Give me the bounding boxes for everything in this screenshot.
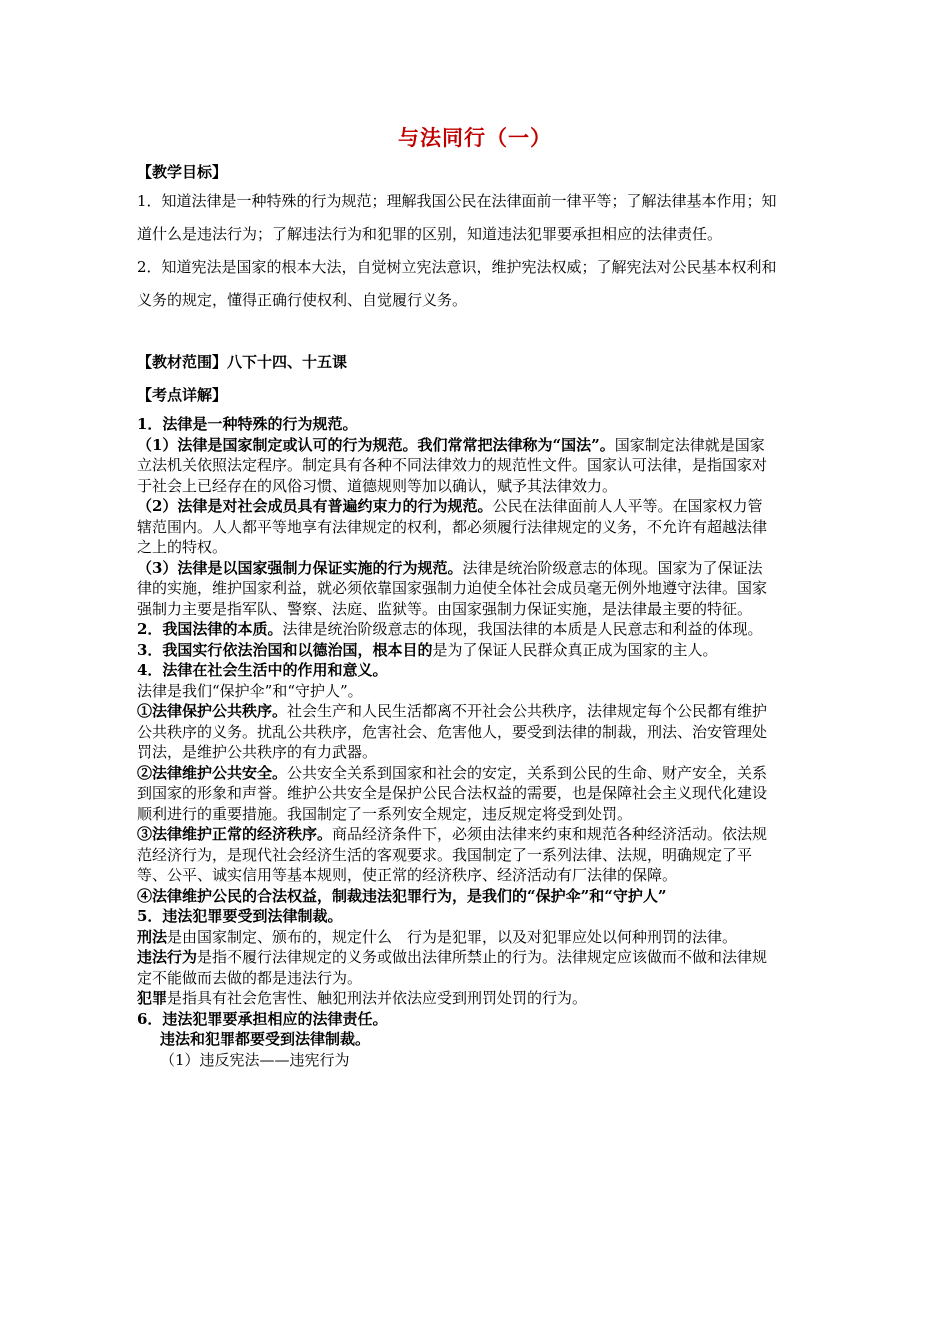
point-paragraph <box>137 947 777 988</box>
point-text: 法律是我们“保护伞”和“守护人”。 <box>137 681 363 700</box>
point-text: 商品经济条件下，必须由法律来约束和规范各种经济活动。依法规范经济行为，是现代社会经济生活的客观要求。我国制定了一系列法律、法规，明确规定了平等、公平、诚实信用等基本规则，使正常的经济秩序、经济活动有厂法律的保障。 <box>137 825 768 884</box>
point-text: 是为了保证人民群众真正成为国家的主人。 <box>432 640 718 659</box>
point-paragraph <box>137 619 777 640</box>
point-lead: 刑法 <box>137 927 168 946</box>
point-subtitle: 违法和犯罪都要受到法律制裁。 <box>160 1030 371 1048</box>
point-text: 是指具有社会危害性、触犯刑法并依法应受到刑罚处罚的行为。 <box>167 989 588 1007</box>
point-text: （1）违反宪法——违宪行为 <box>160 1050 350 1069</box>
detail-content <box>137 414 777 1070</box>
point-lead: （3）法律是以国家强制力保证实施的行为规范。 <box>137 558 463 577</box>
point-paragraph <box>137 496 777 558</box>
point-text: 是指不履行法律规定的义务或做出法律所禁止的行为。法律规定应该做而不做和法律规定不能做而去做的都是违法行为。 <box>137 948 768 987</box>
point-lead: 3．我国实行依法治国和以德治国，根本目的 <box>137 640 433 659</box>
detail-heading: 【考点详解】 <box>137 386 228 404</box>
point-lead: 违法行为 <box>137 948 198 966</box>
point-title: 1．法律是一种特殊的行为规范。 <box>137 415 358 433</box>
point-lead: ①法律保护公共秩序。 <box>137 702 288 720</box>
point-text: 法律是统治阶级意志的体现，我国法律的本质是人民意志和利益的体现。 <box>282 620 763 638</box>
point-paragraph <box>137 558 777 620</box>
point-text: 国家制定法律就是国家立法机关依照法定程序。制定具有各种不同法律效力的规范性文件。国家认可法律，是指国家对于社会上已经存在的风俗习惯、道德规则等加以确认，赋予其法律效力。 <box>137 435 768 495</box>
point-lead: 犯罪 <box>137 989 168 1007</box>
point-text: 法律是统治阶级意志的体现。国家为了保证法律的实施，维护国家利益，就必须依靠国家强制力迫使全体社会成员毫无例外地遵守法律。国家强制力主要是指军队、警察、法庭、监狱等。由国家强制力保证实施，是法律最主要的特征。 <box>137 558 768 618</box>
goals-list <box>137 185 777 317</box>
point-paragraph <box>137 988 777 1009</box>
point-paragraph <box>137 435 777 497</box>
point-paragraph <box>137 824 777 886</box>
point-paragraph <box>137 701 777 763</box>
point-text: 是由国家制定、颁布的，规定什么 行为是犯罪，以及对犯罪应处以何种刑罚的法律。 <box>167 927 738 946</box>
goal-item: 2．知道宪法是国家的根本大法，自觉树立宪法意识，维护宪法权威；了解宪法对公民基本权利和义务的规定，懂得正确行使权利、自觉履行义务。 <box>137 258 777 309</box>
point-paragraph <box>137 640 777 661</box>
point-lead: （2）法律是对社会成员具有普遍约束力的行为规范。 <box>137 497 493 515</box>
point-lead: ③法律维护正常的经济秩序。 <box>137 825 333 843</box>
point-paragraph <box>137 763 777 825</box>
point-lead: （1）法律是国家制定或认可的行为规范。我们常常把法律称为“国法”。 <box>137 435 615 454</box>
point-title: 6．违法犯罪要承担相应的法律责任。 <box>137 1009 388 1028</box>
point-lead: ②法律维护公共安全。 <box>137 763 288 782</box>
goals-heading: 【教学目标】 <box>137 163 228 181</box>
point-title: ④法律维护公民的合法权益，制裁违法犯罪行为，是我们的“保护伞”和“守护人” <box>137 886 667 905</box>
goal-item: 1．知道法律是一种特殊的行为规范；理解我国公民在法律面前一律平等；了解法律基本作用；知道什么是违法行为；了解违法行为和犯罪的区别，知道违法犯罪要承担相应的法律责任。 <box>137 192 777 243</box>
point-paragraph <box>137 927 777 948</box>
range-heading: 【教材范围】八下十四、十五课 <box>137 353 348 371</box>
point-lead: 2．我国法律的本质。 <box>137 620 283 638</box>
point-title: 4．法律在社会生活中的作用和意义。 <box>137 661 388 679</box>
point-text: 社会生产和人民生活都离不开社会公共秩序，法律规定每个公民都有维护公共秩序的义务。扰乱公共秩序，危害社会、危害他人，要受到法律的制裁，刑法、治安管理处罚法，是维护公共秩序的有力武器。 <box>137 702 768 761</box>
point-text: 公民在法律面前人人平等。在国家权力管辖范围内。人人都平等地享有法律规定的权利，都必须履行法律规定的义务，不允许有超越法律之上的特权。 <box>137 497 768 556</box>
document-title: 与法同行（一） <box>398 125 552 150</box>
point-text: 公共安全关系到国家和社会的安定，关系到公民的生命、财产安全，关系到国家的形象和声誉。维护公共安全是保护公民合法权益的需要，也是保障社会主义现代化建设顺利进行的重要措施。我国制定了一系列安全规定，违反规定将受到处罚。 <box>137 763 768 823</box>
point-title: 5．违法犯罪要受到法律制裁。 <box>137 907 343 925</box>
